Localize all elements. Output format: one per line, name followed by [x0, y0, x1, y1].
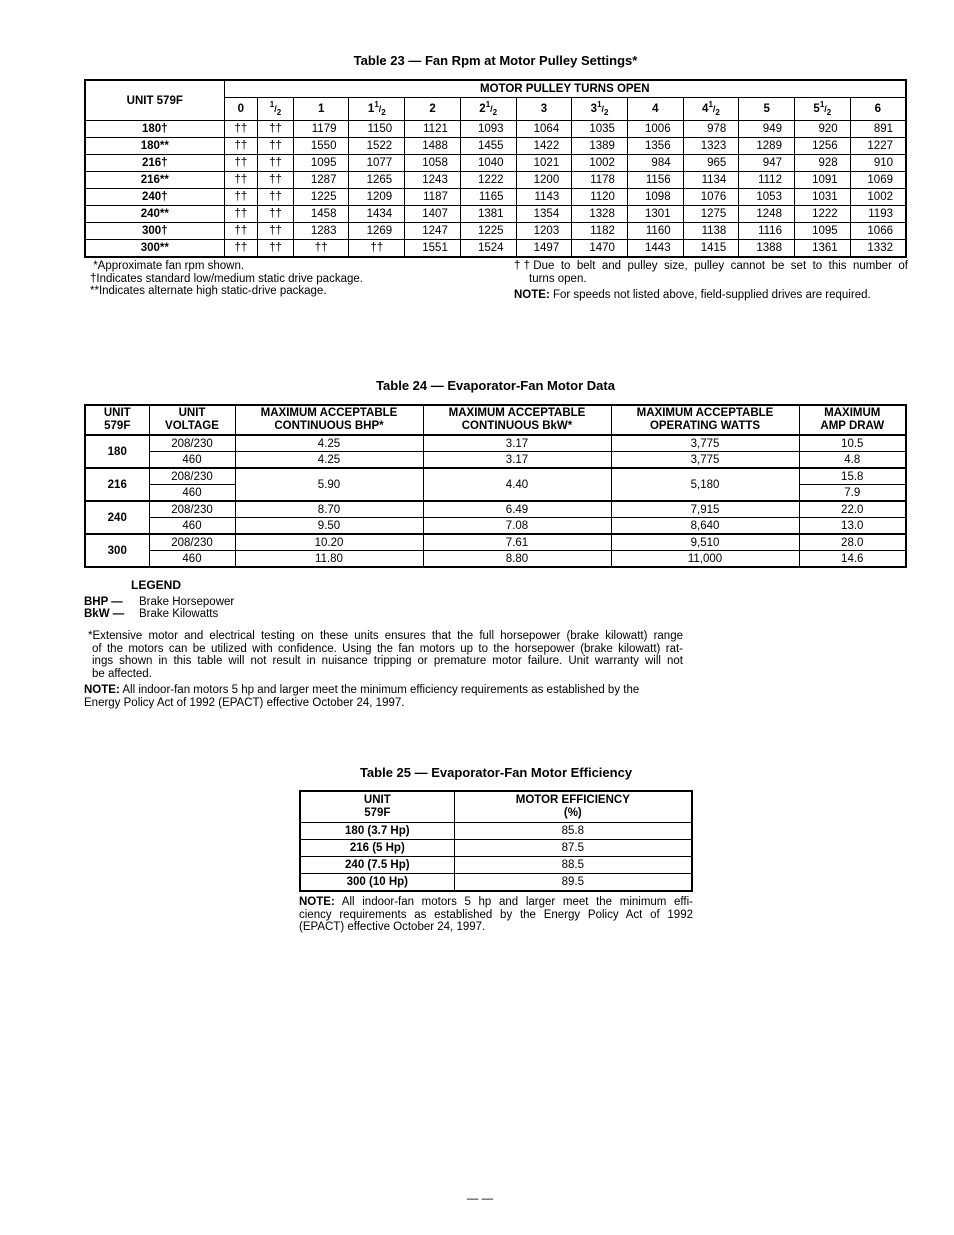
turns-col-2: 1 — [293, 98, 349, 121]
table-row: 300 (10 Hp) 89.5 — [300, 874, 692, 892]
rpm-cell: †† — [258, 121, 294, 138]
turns-col-8: 4 — [627, 98, 683, 121]
rpm-cell: †† — [258, 155, 294, 172]
table-row: 240 208/230 8.70 6.49 7,915 22.0 — [85, 501, 906, 518]
rpm-cell: 1150 — [349, 121, 405, 138]
double-dagger-symbol: †† — [514, 260, 534, 272]
rpm-cell: 1522 — [349, 138, 405, 155]
table-row — [85, 206, 906, 223]
rpm-cell: 1209 — [349, 189, 405, 206]
col-watts: MAXIMUM ACCEPTABLE OPERATING WATTS — [611, 405, 799, 435]
rpm-cell: 1095 — [293, 155, 349, 172]
rpm-cell: †† — [224, 138, 258, 155]
rpm-cell: 1443 — [627, 240, 683, 258]
rpm-cell: 947 — [739, 155, 795, 172]
legend-bkw: BkW — Brake Kilowatts — [84, 608, 219, 620]
rpm-cell: 1035 — [572, 121, 628, 138]
turns-col-9: $4^1/_2$ — [683, 98, 739, 121]
rpm-cell: 1225 — [293, 189, 349, 206]
turns-col-11: $5^1/_2$ — [794, 98, 850, 121]
col-amp: MAXIMUM AMP DRAW — [799, 405, 906, 435]
row-unit: 240† — [85, 189, 224, 206]
rpm-cell: 1265 — [349, 172, 405, 189]
col-efficiency: MOTOR EFFICIENCY (%) — [454, 791, 692, 823]
footnote-high-static-drive: **Indicates alternate high static-drive package. — [90, 285, 327, 297]
row-unit: 300† — [85, 223, 224, 240]
turns-col-4: 2 — [405, 98, 461, 121]
note-label: NOTE: — [514, 289, 550, 301]
rpm-cell: 1187 — [405, 189, 461, 206]
table-row — [85, 155, 906, 172]
fan-rpm-table — [84, 79, 907, 258]
turns-col-3: $1^1/_2$ — [349, 98, 405, 121]
rpm-cell: 1551 — [405, 240, 461, 258]
table-row: 460 4.25 3.17 3,775 4.8 — [85, 452, 906, 469]
rpm-cell: 1381 — [460, 206, 516, 223]
table24-title: Table 24 — Evaporator-Fan Motor Data — [376, 378, 615, 393]
footnote-approx: *Approximate fan rpm shown. — [90, 260, 245, 272]
rpm-cell: †† — [258, 138, 294, 155]
rpm-cell: †† — [224, 206, 258, 223]
table-row: 460 9.50 7.08 8,640 13.0 — [85, 518, 906, 535]
rpm-cell: †† — [224, 155, 258, 172]
rpm-cell: 1269 — [349, 223, 405, 240]
rpm-cell: †† — [258, 240, 294, 258]
motor-efficiency-table — [299, 790, 693, 892]
row-unit: 180** — [85, 138, 224, 155]
table24-note: NOTE: All indoor-fan motors 5 hp and larger meet the minimum efficiency requirements as established by the Energy Policy Act of 1992 (EPACT) effective October 24, 1997. — [84, 684, 640, 709]
rpm-cell: 1203 — [516, 223, 572, 240]
table25-title: Table 25 — Evaporator-Fan Motor Efficiency — [359, 765, 633, 780]
rpm-cell: 1165 — [460, 189, 516, 206]
rpm-cell: 1389 — [572, 138, 628, 155]
table23-footnote-right — [514, 260, 908, 302]
legend-title: LEGEND — [131, 578, 182, 592]
col-bkw: MAXIMUM ACCEPTABLE CONTINUOUS BkW* — [423, 405, 611, 435]
turns-col-12: 6 — [850, 98, 906, 121]
table23-footnotes — [90, 260, 510, 298]
rpm-cell: 1160 — [627, 223, 683, 240]
table-row: 216 (5 Hp) 87.5 — [300, 840, 692, 857]
rpm-cell: 978 — [683, 121, 739, 138]
rpm-cell: 1156 — [627, 172, 683, 189]
rpm-cell: 984 — [627, 155, 683, 172]
note-text: For speeds not listed above, field-supplied drives are required. — [549, 289, 871, 301]
col-voltage: UNIT VOLTAGE — [149, 405, 235, 435]
table-row: 180 (3.7 Hp) 85.8 — [300, 823, 692, 840]
rpm-cell: †† — [258, 172, 294, 189]
rpm-cell: 1098 — [627, 189, 683, 206]
unit-header: UNIT 579F — [85, 80, 224, 121]
rpm-cell: 1243 — [405, 172, 461, 189]
table23-title: Table 23 — Fan Rpm at Motor Pulley Settings* — [353, 53, 638, 68]
rpm-cell: 1069 — [850, 172, 906, 189]
rpm-cell: 1227 — [850, 138, 906, 155]
rpm-cell: 1470 — [572, 240, 628, 258]
rpm-cell: 1006 — [627, 121, 683, 138]
rpm-cell: 1328 — [572, 206, 628, 223]
rpm-cell: 1550 — [293, 138, 349, 155]
rpm-cell: 1275 — [683, 206, 739, 223]
rpm-cell: 1524 — [460, 240, 516, 258]
rpm-cell: †† — [258, 223, 294, 240]
rpm-cell: 1407 — [405, 206, 461, 223]
rpm-cell: 1488 — [405, 138, 461, 155]
row-unit: 216† — [85, 155, 224, 172]
rpm-cell: 1002 — [850, 189, 906, 206]
table-row — [85, 172, 906, 189]
rpm-cell: 1356 — [627, 138, 683, 155]
rpm-cell: 1458 — [293, 206, 349, 223]
rpm-cell: 1031 — [794, 189, 850, 206]
rpm-cell: 1112 — [739, 172, 795, 189]
rpm-cell: 1182 — [572, 223, 628, 240]
rpm-cell: 1422 — [516, 138, 572, 155]
rpm-cell: 910 — [850, 155, 906, 172]
rpm-cell: 1143 — [516, 189, 572, 206]
rpm-cell: 1497 — [516, 240, 572, 258]
rpm-cell: †† — [293, 240, 349, 258]
table-row: 240 (7.5 Hp) 88.5 — [300, 857, 692, 874]
row-unit: 216** — [85, 172, 224, 189]
rpm-cell: †† — [224, 172, 258, 189]
rpm-cell: 1222 — [460, 172, 516, 189]
rpm-cell: 1301 — [627, 206, 683, 223]
rpm-cell: 1121 — [405, 121, 461, 138]
rpm-cell: 1116 — [739, 223, 795, 240]
rpm-cell: 1289 — [739, 138, 795, 155]
footnote-pulley-size: Due to belt and pulley size, pulley cannot be set to this number of — [533, 260, 908, 272]
rpm-cell: 1040 — [460, 155, 516, 172]
turns-col-5: $2^1/_2$ — [460, 98, 516, 121]
rpm-cell: 1323 — [683, 138, 739, 155]
turns-col-0: 0 — [224, 98, 258, 121]
rpm-cell: 1200 — [516, 172, 572, 189]
rpm-cell: 949 — [739, 121, 795, 138]
table-row — [85, 189, 906, 206]
footnote-pulley-size-cont: turns open. — [529, 272, 587, 285]
rpm-cell: 1247 — [405, 223, 461, 240]
rpm-cell: †† — [349, 240, 405, 258]
rpm-cell: †† — [258, 189, 294, 206]
rpm-cell: 1415 — [683, 240, 739, 258]
rpm-cell: 1455 — [460, 138, 516, 155]
rpm-cell: 891 — [850, 121, 906, 138]
rpm-cell: 1225 — [460, 223, 516, 240]
rpm-cell: 1058 — [405, 155, 461, 172]
rpm-cell: 1076 — [683, 189, 739, 206]
table-row: 180 208/230 4.25 3.17 3,775 10.5 — [85, 435, 906, 452]
rpm-cell: 1120 — [572, 189, 628, 206]
rpm-cell: 1361 — [794, 240, 850, 258]
turns-col-6: 3 — [516, 98, 572, 121]
col-unit: UNIT 579F — [300, 791, 454, 823]
rpm-cell: 920 — [794, 121, 850, 138]
rpm-cell: 1053 — [739, 189, 795, 206]
table-row — [85, 223, 906, 240]
col-bhp: MAXIMUM ACCEPTABLE CONTINUOUS BHP* — [235, 405, 423, 435]
rpm-cell: 1248 — [739, 206, 795, 223]
table23-note — [514, 289, 908, 302]
rpm-cell: 1091 — [794, 172, 850, 189]
rpm-cell: 1077 — [349, 155, 405, 172]
page-number: — — — [466, 1193, 494, 1205]
rpm-cell: †† — [224, 223, 258, 240]
rpm-cell: 1064 — [516, 121, 572, 138]
rpm-cell: 1134 — [683, 172, 739, 189]
col-unit: UNIT 579F — [85, 405, 149, 435]
rpm-cell: †† — [224, 189, 258, 206]
rpm-cell: 1193 — [850, 206, 906, 223]
motor-data-table — [84, 404, 907, 568]
rpm-cell: 1002 — [572, 155, 628, 172]
row-unit: 240** — [85, 206, 224, 223]
table-row — [85, 240, 906, 258]
table25-note: NOTE: All indoor-fan motors 5 hp and larger meet the minimum effi- ciency requirements as established by the Energy Policy Act of 1992 (EPACT) effective October 24, 1997. — [299, 896, 693, 933]
turns-col-1: $^1/_2$ — [258, 98, 294, 121]
table-row: 300 208/230 10.20 7.61 9,510 28.0 — [85, 534, 906, 551]
turns-col-10: 5 — [739, 98, 795, 121]
rpm-cell: 1256 — [794, 138, 850, 155]
rpm-cell: 928 — [794, 155, 850, 172]
row-unit: 180† — [85, 121, 224, 138]
table-row: 216 208/230 5.90 4.40 5,180 15.8 — [85, 468, 906, 485]
row-unit: 300** — [85, 240, 224, 258]
rpm-cell: 1354 — [516, 206, 572, 223]
table-row — [85, 138, 906, 155]
footnote-standard-drive: †Indicates standard low/medium static drive package. — [90, 272, 363, 285]
rpm-cell: †† — [224, 121, 258, 138]
table-row: 460 7.9 — [85, 485, 906, 502]
rpm-cell: †† — [258, 206, 294, 223]
rpm-cell: 965 — [683, 155, 739, 172]
rpm-cell: 1179 — [293, 121, 349, 138]
turns-col-7: $3^1/_2$ — [572, 98, 628, 121]
rpm-cell: 1434 — [349, 206, 405, 223]
rpm-cell: 1095 — [794, 223, 850, 240]
rpm-cell: 1222 — [794, 206, 850, 223]
rpm-cell: 1021 — [516, 155, 572, 172]
table24-footnote: *Extensive motor and electrical testing on these units ensures that the full horsepower (brake kilowatt) range of the motors can be utilized with confidence. Using the fan motors up to the horsepower (brake kilowatt) rat- ings shown in this table will not result in nuisance tripping or premature motor failure. Unit warranty will not be affected. — [88, 630, 683, 680]
rpm-cell: 1283 — [293, 223, 349, 240]
rpm-cell: 1066 — [850, 223, 906, 240]
rpm-cell: 1287 — [293, 172, 349, 189]
turns-group-header: MOTOR PULLEY TURNS OPEN — [224, 80, 906, 98]
rpm-cell: 1093 — [460, 121, 516, 138]
rpm-cell: †† — [224, 240, 258, 258]
table-row — [85, 121, 906, 138]
table-row: 460 11.80 8.80 11,000 14.6 — [85, 551, 906, 568]
legend-bhp: BHP — Brake Horsepower — [84, 596, 235, 608]
rpm-cell: 1388 — [739, 240, 795, 258]
rpm-cell: 1332 — [850, 240, 906, 258]
rpm-cell: 1138 — [683, 223, 739, 240]
rpm-cell: 1178 — [572, 172, 628, 189]
